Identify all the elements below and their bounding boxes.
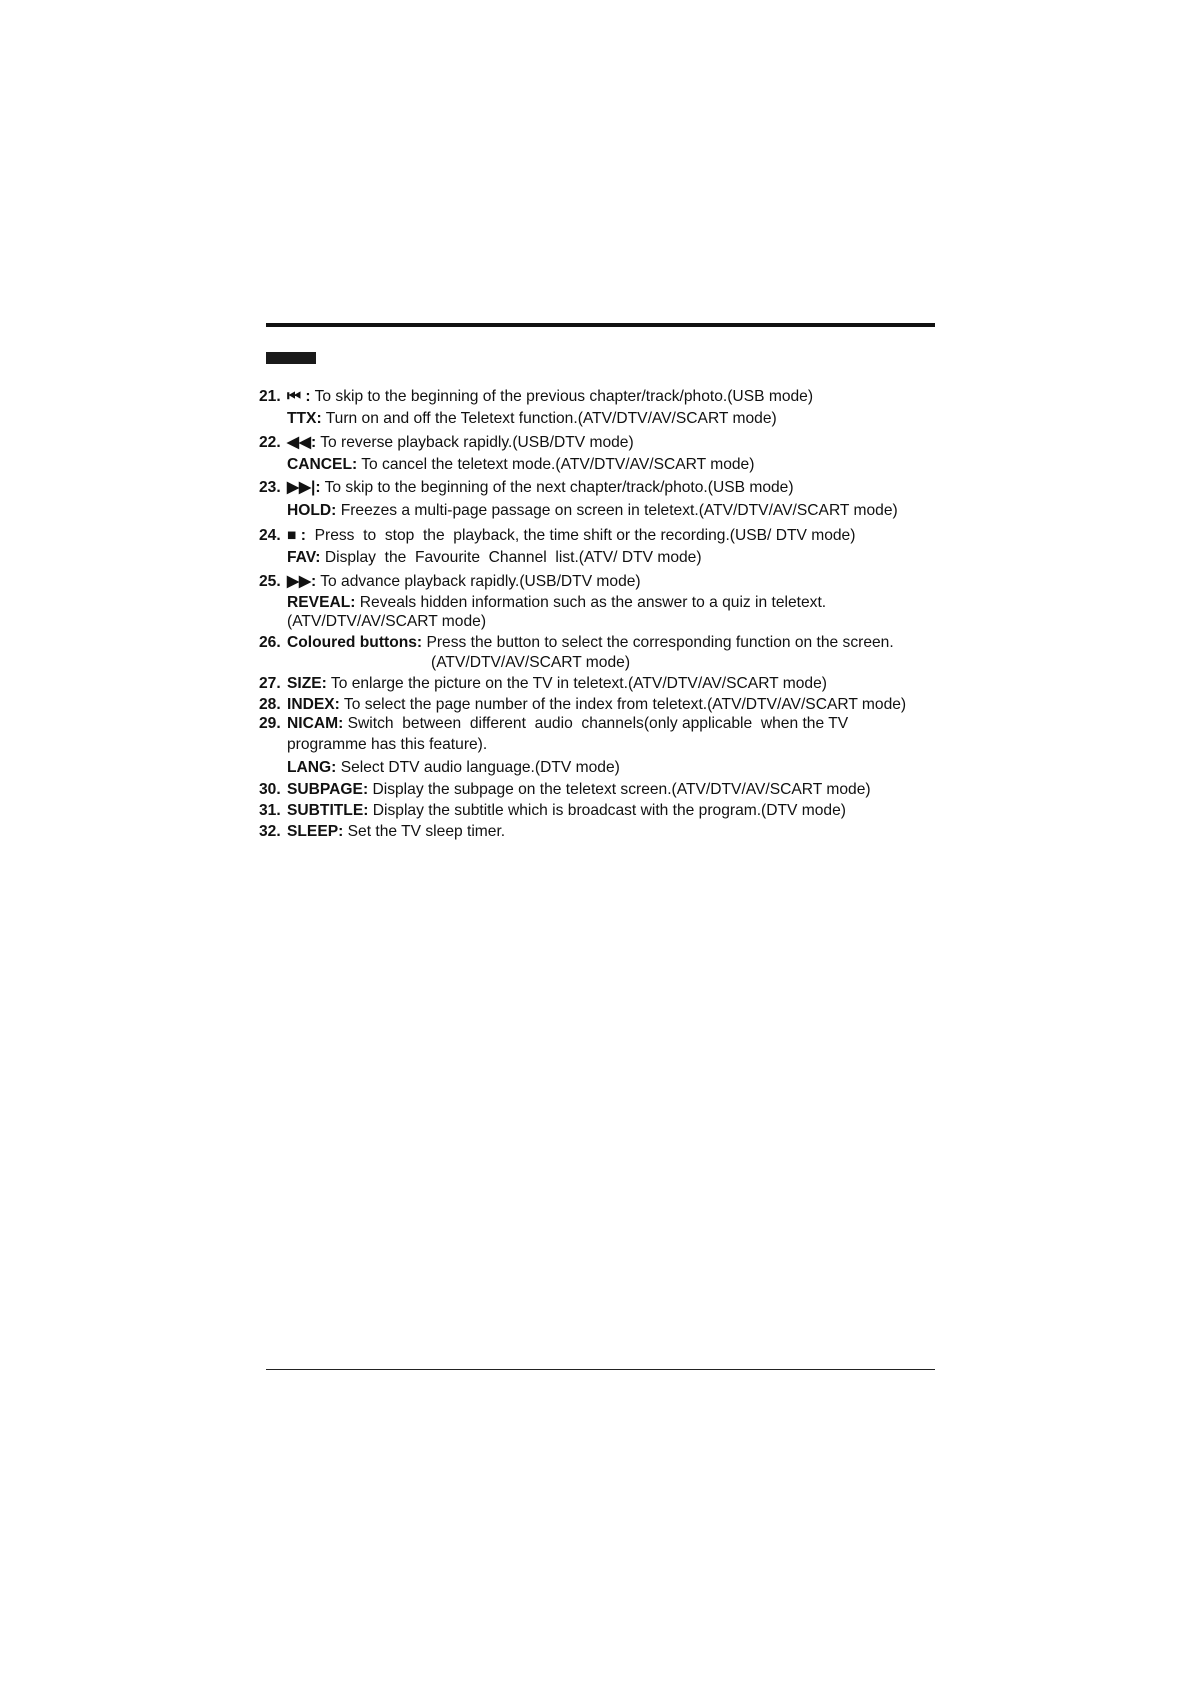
item-number: 23. [259,479,281,496]
fast-forward-icon: ▶▶: [287,573,317,590]
item-label: SUBTITLE: [287,802,369,819]
list-item [287,695,906,714]
item-text: To select the page number of the index from teletext.(ATV/DTV/AV/SCART mode) [339,696,907,713]
list-item [287,501,898,520]
item-text: (ATV/DTV/AV/SCART mode) [431,654,631,671]
item-label: LANG: [287,759,337,776]
item-label: SIZE: [287,675,327,692]
item-text: To skip to the beginning of the next chapter/track/photo.(USB mode) [320,479,794,496]
item-number: 22. [259,434,281,451]
item-label: REVEAL: [287,594,356,611]
stop-icon: ■ : [287,527,306,544]
list-item [287,409,777,428]
list-item [287,780,871,799]
section-tab-marker [266,352,316,364]
item-text: Press to stop the playback, the time shift or the recording.(USB/ DTV mode) [305,527,856,544]
item-text: Press the button to select the corresponding function on the screen. [422,634,894,651]
list-item [287,455,754,474]
list-item [287,433,634,452]
item-text: To advance playback rapidly.(USB/DTV mode) [316,573,641,590]
list-item [287,674,827,693]
bottom-rule [266,1369,935,1370]
item-label: SUBPAGE: [287,781,369,798]
skip-previous-icon: ⏮ : [287,388,311,405]
list-item [287,633,894,652]
item-text: Set the TV sleep timer. [343,823,506,840]
skip-next-icon: ▶▶|: [287,479,321,496]
item-label: TTX: [287,410,322,427]
list-item [287,387,813,406]
item-number: 28. [259,696,281,713]
item-label: Coloured buttons: [287,634,423,651]
item-text: To enlarge the picture on the TV in teletext.(ATV/DTV/AV/SCART mode) [326,675,827,692]
item-text: Reveals hidden information such as the answer to a quiz in teletext. [355,594,827,611]
list-item [287,822,505,841]
list-item [287,801,846,820]
item-text: Display the subpage on the teletext screen.(ATV/DTV/AV/SCART mode) [368,781,871,798]
item-text: Turn on and off the Teletext function.(ATV/DTV/AV/SCART mode) [321,410,777,427]
item-text: Display the subtitle which is broadcast with the program.(DTV mode) [368,802,846,819]
item-label: CANCEL: [287,456,358,473]
item-number: 25. [259,573,281,590]
item-label: HOLD: [287,502,337,519]
item-number: 29. [259,715,281,732]
list-item [431,653,630,672]
list-item [287,548,702,567]
item-label: INDEX: [287,696,340,713]
item-label: FAV: [287,549,321,566]
item-text: Switch between different audio channels(only applicable when the TV [343,715,849,732]
list-item [287,593,826,612]
item-label: SLEEP: [287,823,344,840]
item-label: NICAM: [287,715,344,732]
rewind-icon: ◀◀: [287,434,317,451]
item-text: Display the Favourite Channel list.(ATV/ DTV mode) [320,549,702,566]
item-number: 24. [259,527,281,544]
item-text: To reverse playback rapidly.(USB/DTV mode) [316,434,634,451]
list-item [287,714,848,733]
item-text: Select DTV audio language.(DTV mode) [336,759,620,776]
list-item [287,735,487,754]
item-text: Freezes a multi-page passage on screen in teletext.(ATV/DTV/AV/SCART mode) [336,502,898,519]
item-number: 31. [259,802,281,819]
item-text: To skip to the beginning of the previous chapter/track/photo.(USB mode) [310,388,814,405]
item-number: 26. [259,634,281,651]
item-text: programme has this feature). [287,736,488,753]
item-number: 27. [259,675,281,692]
top-rule [266,323,935,327]
list-item [287,478,794,497]
item-text: (ATV/DTV/AV/SCART mode) [287,613,487,630]
list-item [287,758,620,777]
item-number: 32. [259,823,281,840]
item-text: To cancel the teletext mode.(ATV/DTV/AV/SCART mode) [357,456,755,473]
item-number: 30. [259,781,281,798]
list-item [287,526,855,545]
list-item [287,572,641,591]
item-number: 21. [259,388,281,405]
list-item [287,612,486,631]
